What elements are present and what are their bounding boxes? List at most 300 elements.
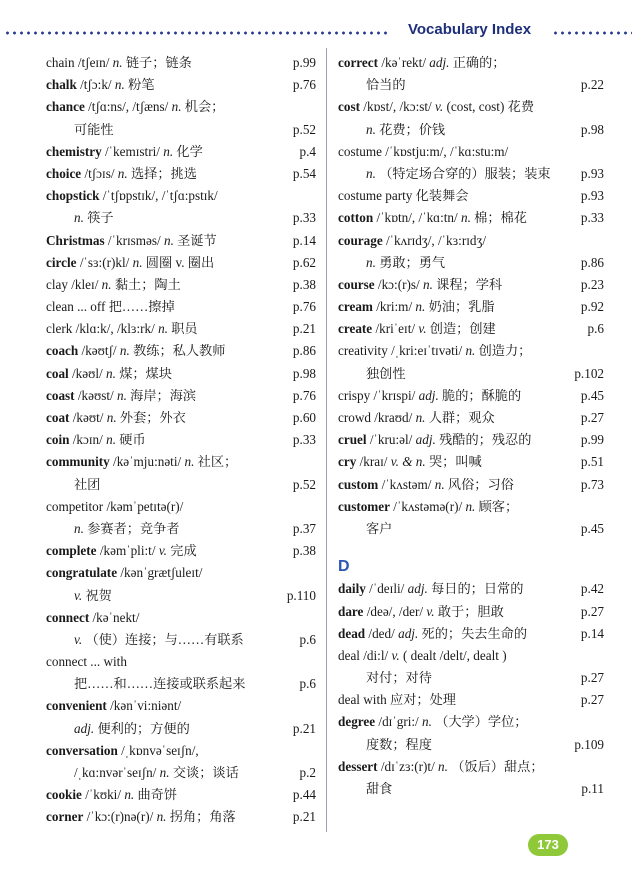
entry-line	[338, 689, 604, 711]
index-entry	[46, 607, 316, 651]
page-reference: p.38	[292, 276, 316, 292]
index-entry	[46, 340, 316, 362]
index-entry	[338, 296, 604, 318]
phonetic: /ˈtʃɒpstɪk/, /ˈtʃɑ:pstɪk/	[102, 188, 218, 204]
page-reference: p.21	[292, 720, 316, 736]
phonetic: /ˈkemɪstri/	[104, 143, 160, 159]
phonetic: /ˈkʌstəmə(r)/	[393, 498, 463, 514]
page-reference: p.23	[580, 276, 604, 292]
headword: chain	[46, 55, 75, 70]
entry-line	[46, 385, 316, 407]
index-entry	[46, 562, 316, 606]
index-entry	[46, 163, 316, 185]
definition: 社区；	[197, 454, 238, 470]
index-entry	[46, 230, 316, 252]
definition: ( dealt /delt/, dealt )	[402, 647, 507, 663]
part-of-speech: n.	[415, 410, 426, 425]
headword: crispy	[338, 387, 371, 403]
part-of-speech: n.	[366, 254, 376, 270]
page-reference: p.21	[292, 809, 316, 825]
entry-line	[46, 518, 316, 540]
part-of-speech: n.	[366, 121, 376, 137]
phonetic: /kraɪ/	[359, 454, 388, 470]
headword: circle	[46, 254, 77, 270]
entry-line	[46, 252, 316, 274]
entry-line	[338, 119, 604, 141]
definition: 祝贺	[85, 587, 112, 603]
headword: clay	[46, 276, 68, 292]
part-of-speech: n.	[74, 210, 84, 226]
page-reference: p.4	[299, 143, 316, 159]
index-entry	[46, 540, 316, 562]
phonetic: /ˈkru:əl/	[369, 432, 413, 448]
index-entry	[338, 451, 604, 473]
part-of-speech: n.	[156, 809, 167, 825]
headword: cookie	[46, 787, 82, 803]
definition: 黏土；陶土	[114, 276, 181, 292]
page-reference: p.98	[580, 121, 604, 137]
headword: coin	[46, 432, 70, 448]
page-number-badge: 173	[528, 834, 568, 856]
page-reference: p.93	[580, 165, 604, 181]
index-entry	[338, 429, 604, 451]
entry-line	[46, 296, 316, 318]
index-entry	[338, 207, 604, 229]
entry-line	[338, 385, 604, 407]
entry-line	[338, 778, 604, 800]
entry-line	[46, 474, 316, 496]
definition: 机会；	[184, 99, 225, 115]
index-entry	[338, 230, 604, 274]
phonetic: /ˈkʊki/	[85, 787, 122, 803]
definition: 风俗；习俗	[447, 476, 514, 492]
index-entry	[46, 740, 316, 784]
phonetic: /dɪˈgri:/	[378, 714, 419, 730]
part-of-speech: n.	[119, 343, 130, 359]
definition: 拐角；角落	[169, 809, 236, 825]
page-reference: p.11	[581, 781, 604, 796]
phonetic: /ded/	[368, 625, 395, 641]
part-of-speech: n.	[171, 99, 182, 115]
headword: creativity	[338, 343, 388, 359]
entry-line	[338, 474, 604, 496]
entry-line	[338, 407, 604, 429]
entry-line	[338, 141, 604, 163]
entry-line	[46, 762, 316, 784]
headword: clean ... off	[46, 299, 106, 315]
entry-line	[46, 740, 316, 762]
headword: create	[338, 321, 373, 337]
part-of-speech: n.	[422, 714, 432, 730]
definition: 外套；外衣	[119, 410, 186, 425]
entry-line	[338, 74, 604, 96]
headword: coast	[46, 387, 75, 403]
headword: dare	[338, 603, 364, 619]
entry-line	[46, 562, 316, 584]
entry-line	[338, 734, 604, 756]
entry-line	[46, 141, 316, 163]
index-entry	[338, 711, 604, 755]
page-reference: p.44	[292, 787, 316, 803]
phonetic: /kəˈrekt/	[381, 55, 426, 70]
headword: chopstick	[46, 188, 100, 204]
part-of-speech: n.	[74, 520, 84, 536]
part-of-speech: n.	[114, 77, 125, 93]
entry-line	[338, 96, 604, 118]
index-entry	[338, 496, 604, 540]
entry-line	[46, 207, 316, 229]
entry-line	[338, 496, 604, 518]
index-entry	[46, 651, 316, 695]
entry-line	[338, 601, 604, 623]
page-reference: p.73	[580, 476, 604, 492]
entry-line	[338, 756, 604, 778]
phonetic: /kəʊtʃ/	[81, 343, 117, 359]
headword: crowd	[338, 410, 371, 425]
index-entry	[46, 252, 316, 274]
phonetic: /kənˈvi:niənt/	[110, 698, 182, 714]
page-reference: p.27	[580, 410, 604, 425]
page-reference: p.6	[299, 676, 316, 692]
definition: 奶油；乳脂	[428, 299, 495, 315]
definition: 创造；创建	[429, 321, 496, 337]
part-of-speech: n.	[159, 765, 170, 780]
part-of-speech: adj.	[429, 55, 450, 70]
phonetic: /deə/, /der/	[366, 603, 424, 619]
phonetic: /di:l/	[363, 647, 389, 663]
headword: coal	[46, 365, 69, 381]
page-reference: p.99	[292, 55, 316, 70]
phonetic: /ˈkʌstəm/	[381, 476, 432, 492]
headword: degree	[338, 714, 376, 730]
entry-line	[46, 74, 316, 96]
phonetic: /ˈkʌrɪdʒ/, /ˈkɜ:rɪdʒ/	[385, 232, 487, 248]
entry-line	[46, 806, 316, 828]
part-of-speech: v.	[74, 587, 83, 603]
index-entry	[338, 601, 604, 623]
phonetic: /ˈsɜ:(r)kl/	[79, 254, 130, 270]
page-reference: p.45	[580, 387, 604, 403]
index-entry	[46, 784, 316, 806]
headword: competitor	[46, 498, 104, 514]
definition: 把……擦掉	[108, 299, 175, 315]
part-of-speech: n.	[366, 165, 376, 181]
part-of-speech: v.	[158, 543, 167, 559]
definition: 完成	[170, 543, 197, 559]
section-letter: D	[338, 558, 350, 576]
part-of-speech: v.	[74, 631, 83, 647]
part-of-speech: n.	[438, 758, 448, 774]
headword: chance	[46, 99, 85, 115]
headword: dessert	[338, 758, 378, 774]
page-reference: p.98	[292, 365, 316, 381]
definition: 客户	[366, 520, 393, 536]
left-column	[46, 52, 316, 829]
phonetic: /kleɪ/	[71, 276, 99, 292]
phonetic: /kraʊd/	[374, 410, 413, 425]
page-reference: p.86	[292, 343, 316, 359]
definition: （特定场合穿的）服装；装束	[379, 165, 551, 181]
definition: 敢于；胆敢	[437, 603, 504, 619]
page-reference: p.33	[292, 432, 316, 448]
definition: （饭后）甜点；	[451, 758, 544, 774]
index-entry	[46, 52, 316, 74]
headword: chemistry	[46, 143, 102, 159]
phonetic: /ˈkrɪsməs/	[107, 232, 161, 248]
entry-line	[46, 695, 316, 717]
headword: deal with	[338, 692, 387, 708]
part-of-speech: adj.	[407, 581, 428, 597]
entry-line	[338, 318, 604, 340]
page-reference: p.14	[580, 625, 604, 641]
headword: Christmas	[46, 232, 105, 248]
definition: 正确的；	[452, 55, 506, 70]
phonetic: /ˈdeɪli/	[369, 581, 405, 597]
entry-line	[338, 185, 604, 207]
definition: 课程；学科	[436, 276, 503, 292]
headword: daily	[338, 581, 366, 597]
page-reference: p.6	[587, 321, 604, 337]
entry-line	[338, 451, 604, 473]
part-of-speech: n.	[132, 254, 143, 270]
index-entry	[46, 451, 316, 495]
index-entry	[338, 185, 604, 207]
page-reference: p.37	[292, 520, 316, 536]
entry-line	[46, 185, 316, 207]
definition: 便利的；方便的	[97, 720, 190, 736]
part-of-speech: n.	[184, 454, 195, 470]
definition: 教练；私人教师	[133, 343, 226, 359]
headword: cream	[338, 299, 373, 315]
entry-line	[338, 623, 604, 645]
definition: 每日的；日常的	[431, 581, 524, 597]
column-divider	[326, 48, 327, 832]
page-reference: p.14	[292, 232, 316, 248]
header-title: Vocabulary Index	[408, 21, 532, 38]
phonetic: /kəmˈpetɪtə(r)/	[106, 498, 184, 514]
definition: 化学	[176, 143, 203, 159]
part-of-speech: n.	[117, 165, 128, 181]
phonetic: /kəˈmju:nəti/	[113, 454, 182, 470]
headword: choice	[46, 165, 82, 181]
page-reference: p.92	[580, 299, 604, 315]
header-dotted-rule-right	[552, 31, 632, 35]
definition: 煤；煤块	[119, 365, 172, 381]
part-of-speech: n.	[158, 321, 168, 337]
index-entry	[338, 623, 604, 645]
part-of-speech: n.	[163, 232, 174, 248]
headword: congratulate	[46, 565, 118, 581]
headword: cotton	[338, 210, 374, 226]
headword: conversation	[46, 742, 118, 758]
part-of-speech: v. & n.	[390, 454, 426, 470]
definition: 对付；对待	[366, 670, 432, 686]
part-of-speech: adj.	[415, 432, 436, 448]
page-reference: p.52	[292, 121, 316, 137]
definition: （大学）学位；	[435, 714, 528, 730]
part-of-speech: n.	[415, 299, 426, 315]
right-column	[338, 52, 604, 800]
headword: cruel	[338, 432, 367, 448]
part-of-speech: n.	[460, 210, 471, 226]
headword: coat	[46, 410, 70, 425]
definition: 甜食	[366, 781, 393, 796]
definition: 圆圈 v. 圈出	[145, 254, 215, 270]
entry-line	[338, 429, 604, 451]
part-of-speech: n.	[465, 498, 476, 514]
headword: community	[46, 454, 110, 470]
index-entry	[46, 695, 316, 739]
page-reference: p.27	[580, 603, 604, 619]
headword: course	[338, 276, 375, 292]
definition: 圣诞节	[177, 232, 217, 248]
definition: 创造力；	[478, 343, 532, 359]
page-reference: p.62	[292, 254, 316, 270]
entry-line	[338, 163, 604, 185]
part-of-speech: n.	[465, 343, 476, 359]
page-reference: p.33	[292, 210, 316, 226]
phonetic: /ˌkɑ:nvərˈseɪʃn/	[74, 765, 157, 780]
definition: 勇敢；勇气	[379, 254, 446, 270]
entry-line	[338, 274, 604, 296]
index-entry	[46, 429, 316, 451]
index-entry	[338, 318, 604, 340]
page-reference: p.86	[580, 254, 604, 270]
headword: connect	[46, 609, 90, 625]
entry-line	[338, 252, 604, 274]
phonetic: /ˈkrɪspi/	[373, 387, 416, 403]
definition: 把……和……连接或联系起来	[74, 676, 246, 692]
index-entry	[338, 274, 604, 296]
page-reference: p.27	[580, 670, 604, 686]
index-entry	[338, 756, 604, 800]
definition: 化装舞会	[415, 188, 469, 204]
entry-line	[46, 718, 316, 740]
page-reference: p.99	[580, 432, 604, 448]
index-entry	[46, 296, 316, 318]
part-of-speech: n.	[106, 365, 116, 381]
phonetic: /ˌkri:eɪˈtɪvəti/	[391, 343, 463, 359]
index-entry	[338, 52, 604, 96]
definition: 死的；失去生命的	[421, 625, 528, 641]
part-of-speech: adj.	[418, 387, 439, 403]
headword: cry	[338, 454, 357, 470]
entry-line	[46, 163, 316, 185]
index-entry	[338, 689, 604, 711]
page-reference: p.102	[574, 365, 604, 381]
phonetic: /kəˈnekt/	[92, 609, 140, 625]
definition: 顾客；	[478, 498, 519, 514]
entry-line	[338, 340, 604, 362]
index-entry	[338, 407, 604, 429]
headword: connect ... with	[46, 654, 127, 670]
definition: （使）连接；与……有联系	[85, 631, 244, 647]
phonetic: /ˈkɒtn/, /ˈkɑ:tn/	[376, 210, 458, 226]
index-entry	[338, 96, 604, 140]
entry-line	[46, 274, 316, 296]
definition: 棉；棉花	[474, 210, 527, 226]
part-of-speech: n.	[106, 432, 116, 448]
entry-line	[46, 52, 316, 74]
definition: 人群；观众	[428, 410, 495, 425]
index-entry	[46, 96, 316, 140]
headword: correct	[338, 55, 379, 70]
definition: 硬币	[119, 432, 146, 448]
headword: chalk	[46, 77, 77, 93]
entry-line	[338, 711, 604, 733]
entry-line	[338, 363, 604, 385]
phonetic: /kriˈeɪt/	[375, 321, 416, 337]
page-reference: p.52	[292, 476, 316, 492]
headword: custom	[338, 476, 379, 492]
headword: costume party	[338, 188, 413, 204]
phonetic: /kɒst/, /kɔ:st/	[363, 99, 432, 115]
definition: 职员	[171, 321, 198, 337]
phonetic: /ˈkɔ:(r)nə(r)/	[86, 809, 154, 825]
entry-line	[338, 518, 604, 540]
entry-line	[338, 578, 604, 600]
index-entry	[338, 385, 604, 407]
entry-line	[46, 496, 316, 518]
definition: 独创性	[366, 365, 406, 381]
definition: 恰当的	[366, 77, 406, 93]
index-entry	[338, 141, 604, 185]
definition: 应对；处理	[390, 692, 456, 708]
page-reference: p.60	[292, 410, 316, 425]
page-reference: p.76	[292, 387, 316, 403]
page-reference: p.22	[580, 77, 604, 93]
entry-line	[46, 540, 316, 562]
entry-line	[338, 207, 604, 229]
phonetic: /kənˈgrætʃuleɪt/	[120, 565, 203, 581]
entry-line	[46, 607, 316, 629]
phonetic: /kəmˈpli:t/	[99, 543, 156, 559]
phonetic: /ˌkɒnvəˈseɪʃn/,	[121, 742, 199, 758]
definition: 可能性	[74, 121, 114, 137]
phonetic: /kəʊt/	[72, 410, 104, 425]
index-entry	[46, 274, 316, 296]
index-entry	[46, 74, 316, 96]
page-reference: p.33	[580, 210, 604, 226]
headword: coach	[46, 343, 79, 359]
entry-line	[46, 429, 316, 451]
definition: 社团	[74, 476, 101, 492]
phonetic: /klɑ:k/, /klɜ:rk/	[75, 321, 155, 337]
headword: costume	[338, 143, 382, 159]
entry-line	[46, 318, 316, 340]
headword: courage	[338, 232, 383, 248]
entry-line	[46, 585, 316, 607]
page-reference: p.51	[580, 454, 604, 470]
part-of-speech: v.	[418, 321, 427, 337]
index-entry	[338, 474, 604, 496]
headword: cost	[338, 99, 360, 115]
definition: 花费；价钱	[379, 121, 446, 137]
entry-line	[46, 363, 316, 385]
page-reference: p.54	[292, 165, 316, 181]
definition: 链子；链条	[125, 55, 192, 70]
entry-line	[46, 673, 316, 695]
part-of-speech: n.	[422, 276, 433, 292]
part-of-speech: n.	[163, 143, 174, 159]
part-of-speech: adj.	[74, 720, 95, 736]
index-entry	[338, 578, 604, 600]
entry-line	[46, 96, 316, 118]
definition: 筷子	[87, 210, 114, 226]
page-reference: p.76	[292, 77, 316, 93]
phonetic: /dɪˈzɜ:(r)t/	[380, 758, 435, 774]
entry-line	[338, 52, 604, 74]
